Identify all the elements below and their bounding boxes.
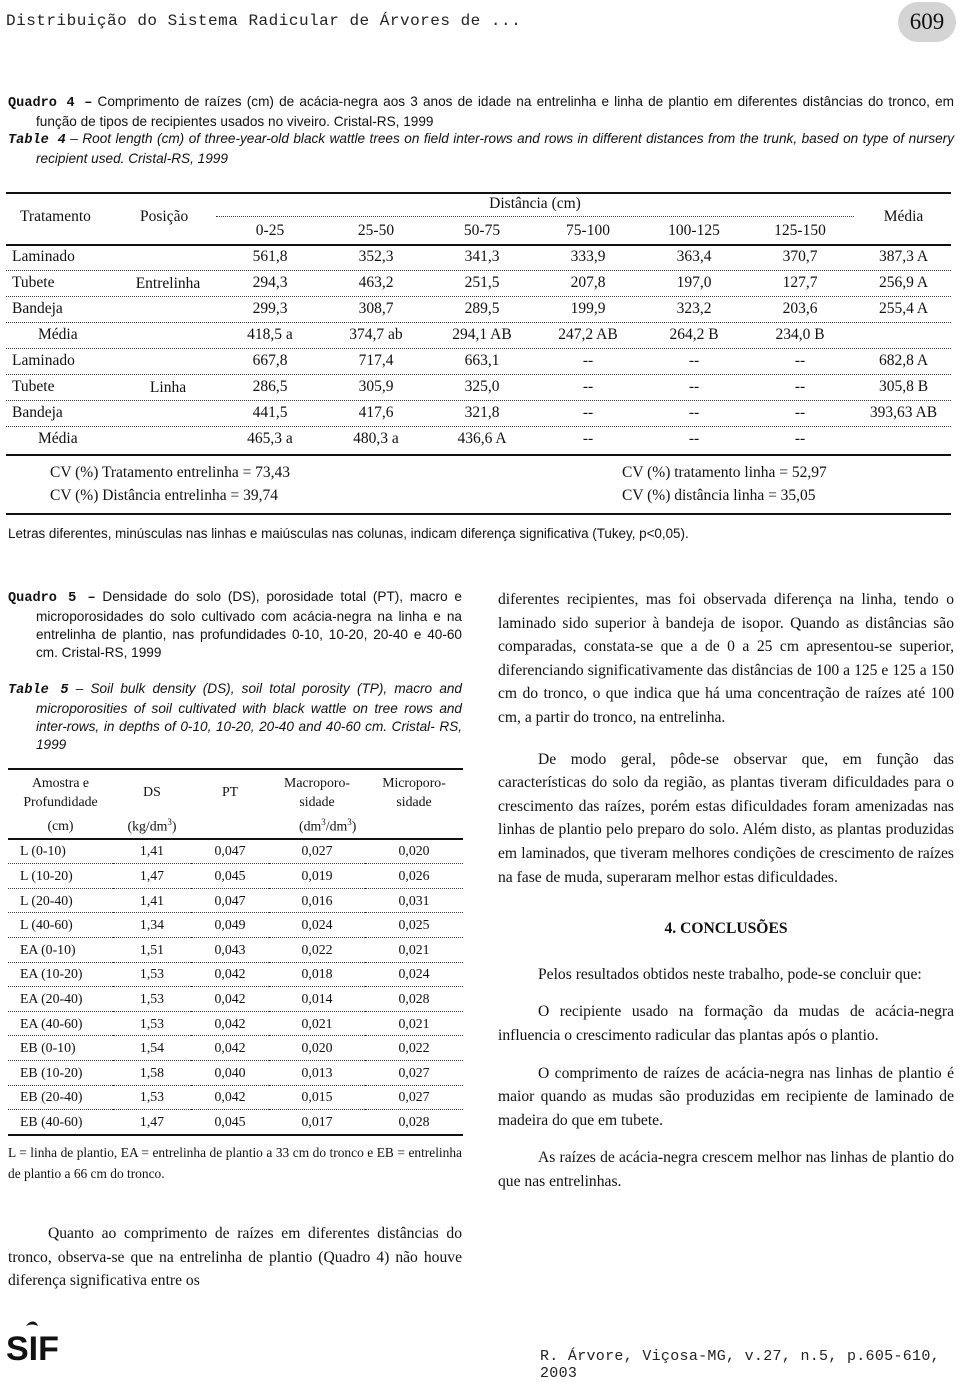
table-cell: 341,3 — [464, 248, 500, 265]
sample-cell: EA (10-20) — [8, 962, 113, 987]
value-cell: 0,016 — [269, 888, 365, 913]
quadro5-note: L = linha de plantio, EA = entrelinha de plantio a 33 cm do tronco e EB = entrelinha de plantio a 66 cm do tronco. — [8, 1145, 462, 1181]
value-cell: 0,043 — [191, 937, 269, 962]
value-cell: 0,047 — [191, 888, 269, 913]
sample-cell: EB (40-60) — [8, 1110, 113, 1135]
value-cell: 0,022 — [365, 1036, 463, 1061]
table-cell: 465,3 a — [247, 430, 293, 447]
table-cell: 480,3 a — [353, 430, 399, 447]
sample-cell: EA (40-60) — [8, 1011, 113, 1036]
quadro5-caption-en — [8, 680, 462, 754]
table-row — [8, 1011, 463, 1036]
value-cell: 0,017 — [269, 1110, 365, 1135]
row-media: 305,8 B — [878, 378, 929, 395]
value-cell: 0,042 — [191, 1085, 269, 1110]
row-media: 387,3 A — [878, 248, 929, 265]
sample-cell: EB (0-10) — [8, 1036, 113, 1061]
table-cell: 374,7 ab — [349, 326, 403, 343]
sample-cell: L (40-60) — [8, 913, 113, 938]
table-cell: -- — [582, 430, 594, 447]
distance-header: 25-50 — [357, 222, 395, 239]
value-cell: 0,022 — [269, 937, 365, 962]
value-cell: 0,028 — [365, 1110, 463, 1135]
value-cell: 0,024 — [269, 913, 365, 938]
t5-header-macro: Macroporo- sidade — [269, 769, 365, 814]
page-number: 609 — [898, 2, 956, 42]
table-cell: 717,4 — [358, 352, 394, 369]
t5-header-micro: Microporo- sidade — [365, 769, 463, 814]
value-cell: 1,53 — [113, 962, 191, 987]
cv-tratamento-linha: CV (%) tratamento linha = 52,97 — [622, 464, 827, 481]
value-cell: 1,41 — [113, 888, 191, 913]
right-paragraph-5: O comprimento de raízes de acácia-negra nas linhas de plantio é maior quando as mudas são produzidas em recipiente de laminado de madeira do que em tubete. — [498, 1064, 954, 1129]
cv-distancia-linha: CV (%) distância linha = 35,05 — [622, 487, 816, 504]
right-paragraph-3: Pelos resultados obtidos neste trabalho, pode-se concluir que: — [538, 965, 922, 983]
table-row — [8, 1060, 463, 1085]
value-cell: 0,020 — [365, 839, 463, 864]
table-cell: 667,8 — [252, 352, 288, 369]
value-cell: 0,047 — [191, 839, 269, 864]
value-cell: 0,027 — [269, 839, 365, 864]
distance-header: 0-25 — [255, 222, 285, 239]
table-cell: 370,7 — [782, 248, 818, 265]
table-row — [8, 1110, 463, 1135]
table-row — [8, 913, 463, 938]
table-cell: 294,3 — [252, 274, 288, 291]
value-cell: 0,021 — [365, 1011, 463, 1036]
table-cell: -- — [688, 378, 700, 395]
distance-header: 75-100 — [566, 222, 610, 239]
header-distancia: Distância (cm) — [489, 195, 581, 212]
table-cell: 325,0 — [464, 378, 500, 395]
t5-unit-cm: (cm) — [8, 814, 113, 839]
sample-cell: EA (20-40) — [8, 987, 113, 1012]
value-cell: 1,47 — [113, 1110, 191, 1135]
value-cell: 0,031 — [365, 888, 463, 913]
table-cell: -- — [794, 378, 806, 395]
table-row — [8, 864, 463, 889]
posicao-entrelinha: Entrelinha — [135, 275, 201, 292]
table-cell: -- — [582, 404, 594, 421]
row-tratamento: Média — [38, 430, 78, 447]
table-cell: -- — [688, 430, 700, 447]
table-cell: 663,1 — [464, 352, 500, 369]
right-paragraph-1: diferentes recipientes, mas foi observada diferença na linha, tendo o laminado sido superior à bandeja de isopor. Quando as distâncias são comparadas, constata-se que a de 0 a 25 cm apresentou-se superior, diferenciando significativamente das distâncias de 100 a 125 e 125 a 150 cm do tronco, o que indica que há uma concentração de raízes até 100 cm, a partir do tronco, na entrelinha. — [498, 591, 954, 726]
table-cell: 294,1 AB — [452, 326, 512, 343]
row-tratamento: Bandeja — [12, 404, 63, 421]
table-cell: 299,3 — [252, 300, 288, 317]
table-cell: 417,6 — [358, 404, 394, 421]
quadro5-label: Quadro 5 – — [8, 591, 96, 606]
table-cell: 333,9 — [570, 248, 606, 265]
table-cell: -- — [688, 352, 700, 369]
value-cell: 1,53 — [113, 987, 191, 1012]
right-paragraph-6: As raízes de acácia-negra crescem melhor nas linhas de plantio do que nas entrelinhas. — [498, 1149, 954, 1190]
table-cell: 203,6 — [782, 300, 818, 317]
value-cell: 0,045 — [191, 864, 269, 889]
table-cell: 352,3 — [358, 248, 394, 265]
table-cell: -- — [582, 378, 594, 395]
footer-citation: R. Árvore, Viçosa-MG, v.27, n.5, p.605-610, 2003 — [540, 1348, 940, 1382]
table-cell: 199,9 — [570, 300, 606, 317]
t5-unit-dm: $(dm^3/dm^3)$ — [269, 814, 463, 839]
table-cell: 234,0 B — [775, 326, 825, 343]
sample-cell: EA (0-10) — [8, 937, 113, 962]
quadro5-caption-pt — [8, 588, 462, 662]
right-paragraph-2: De modo geral, pôde-se observar que, em função das características do solo da região, as plantas tiveram dificuldades para o crescimento das raízes, porém estas dificuldades foram amenizadas nas linhas de plantio pelo preparo do solo. Além disto, as plantas produzidas em laminados, que tiveram melhores condições de crescimento de raízes na fase de muda, superaram melhor estas dificuldades. — [498, 750, 954, 886]
table5-label: Table 5 — [8, 683, 69, 698]
table-cell: 418,5 a — [247, 326, 293, 343]
sample-cell: L (10-20) — [8, 864, 113, 889]
running-head: Distribuição do Sistema Radicular de Árvores de ... — [6, 12, 522, 30]
table-row — [8, 888, 463, 913]
row-media: 255,4 A — [878, 300, 929, 317]
row-tratamento: Tubete — [12, 274, 55, 291]
posicao-linha: Linha — [149, 379, 187, 396]
distance-header: 125-150 — [774, 222, 826, 239]
value-cell: 0,042 — [191, 962, 269, 987]
sample-cell: EB (20-40) — [8, 1085, 113, 1110]
quadro4-caption-pt — [8, 93, 954, 131]
value-cell: 0,021 — [365, 937, 463, 962]
table-cell: 323,2 — [676, 300, 712, 317]
table-cell: 308,7 — [358, 300, 394, 317]
row-tratamento: Bandeja — [12, 300, 63, 317]
sample-cell: L (20-40) — [8, 888, 113, 913]
table-cell: -- — [582, 352, 594, 369]
quadro4-note: Letras diferentes, minúsculas nas linhas e maiúsculas nas colunas, indicam diferença significativa (Tukey, p<0,05). — [8, 526, 689, 541]
row-tratamento: Laminado — [12, 248, 75, 265]
row-tratamento: Laminado — [12, 352, 75, 369]
value-cell: 0,028 — [365, 987, 463, 1012]
value-cell: 1,51 — [113, 937, 191, 962]
sample-cell: EB (10-20) — [8, 1060, 113, 1085]
table-cell: -- — [794, 404, 806, 421]
value-cell: 0,049 — [191, 913, 269, 938]
value-cell: 0,018 — [269, 962, 365, 987]
row-media: 393,63 AB — [869, 404, 938, 421]
quadro5-caption-pt-text: Densidade do solo (DS), porosidade total (PT), macro e microporosidades do solo cultivado com acácia-negra na linha e na entrelinha de plantio, nas profundidades 0-10, 10-20, 20-40 e 40-60 cm. Cristal-RS, 1999 — [36, 589, 462, 660]
value-cell: 0,042 — [191, 1036, 269, 1061]
sample-cell: L (0-10) — [8, 839, 113, 864]
value-cell: 1,53 — [113, 1011, 191, 1036]
table4-caption-en-text: – Root length (cm) of three-year-old black wattle trees on field inter-rows and rows in different distances from the trunk, based on type of nursery recipient used. Cristal-RS, 1999 — [36, 131, 954, 166]
table5-caption-en-text: – Soil bulk density (DS), soil total porosity (TP), macro and microporosities of soil cultivated with black wattle on tree rows and inter-rows, in depths of 0-10, 10-20, 20-40 and 40-60 cm. Cristal- RS, 1999 — [36, 681, 462, 752]
table-row — [8, 987, 463, 1012]
value-cell: 0,014 — [269, 987, 365, 1012]
value-cell: 0,045 — [191, 1110, 269, 1135]
quadro4-caption-pt-text: Comprimento de raízes (cm) de acácia-negra aos 3 anos de idade na entrelinha e linha de plantio em diferentes distâncias do tronco, em função de tipos de recipientes usados no viveiro. Cristal-RS, 1999 — [36, 94, 954, 129]
cv-tratamento-entrelinha: CV (%) Tratamento entrelinha = 73,43 — [50, 464, 291, 481]
table-cell: 441,5 — [252, 404, 288, 421]
value-cell: 0,026 — [365, 864, 463, 889]
distance-header: 50-75 — [463, 222, 501, 239]
value-cell: 0,015 — [269, 1085, 365, 1110]
table-row — [8, 839, 463, 864]
value-cell: 0,042 — [191, 1011, 269, 1036]
cv-distancia-entrelinha: CV (%) Distância entrelinha = 39,74 — [50, 487, 278, 504]
row-tratamento: Média — [38, 326, 78, 343]
table-row — [8, 1085, 463, 1110]
table-cell: 264,2 B — [669, 326, 719, 343]
quadro4-label: Quadro 4 – — [8, 96, 93, 111]
distance-header: 100-125 — [668, 222, 720, 239]
t5-unit-kg: $(kg/dm^3)$ — [113, 814, 191, 839]
value-cell: 1,58 — [113, 1060, 191, 1085]
header-media: Média — [883, 208, 924, 225]
table-row — [8, 1036, 463, 1061]
value-cell: 0,013 — [269, 1060, 365, 1085]
value-cell: 0,042 — [191, 987, 269, 1012]
table-cell: 289,5 — [464, 300, 500, 317]
table-cell: 207,8 — [570, 274, 606, 291]
left-paragraph: Quanto ao comprimento de raízes em diferentes distâncias do tronco, observa-se que na entrelinha de plantio (Quadro 4) não houve diferença significativa entre os — [8, 1225, 462, 1290]
table-cell: 286,5 — [252, 378, 288, 395]
sif-logo-text: SIF — [6, 1330, 59, 1366]
sif-logo — [4, 1320, 60, 1366]
section-heading: 4. CONCLUSÕES — [664, 920, 788, 938]
table-cell: 127,7 — [782, 274, 818, 291]
value-cell: 1,47 — [113, 864, 191, 889]
table-cell: 436,6 A — [457, 430, 507, 447]
table-cell: -- — [688, 404, 700, 421]
value-cell: 0,040 — [191, 1060, 269, 1085]
table-cell: 305,9 — [358, 378, 394, 395]
value-cell: 0,027 — [365, 1060, 463, 1085]
table4-label: Table 4 — [8, 133, 66, 148]
value-cell: 0,025 — [365, 913, 463, 938]
t5-header-ds: DS — [113, 769, 191, 814]
table-cell: 561,8 — [252, 248, 288, 265]
value-cell: 1,53 — [113, 1085, 191, 1110]
table-cell: 251,5 — [464, 274, 500, 291]
t5-header-amostra: Amostra e Profundidade — [8, 769, 113, 814]
row-media: 682,8 A — [878, 352, 929, 369]
table-cell: -- — [794, 430, 806, 447]
right-paragraph-4: O recipiente usado na formação da mudas de acácia-negra influencia o crescimento radicular das plantas após o plantio. — [498, 1003, 954, 1044]
quadro5-table — [8, 768, 463, 1136]
table-cell: 321,8 — [464, 404, 500, 421]
row-media: 256,9 A — [878, 274, 929, 291]
table-cell: 363,4 — [676, 248, 712, 265]
value-cell: 0,020 — [269, 1036, 365, 1061]
row-tratamento: Tubete — [12, 378, 55, 395]
table-cell: 197,0 — [676, 274, 712, 291]
table-cell: 463,2 — [358, 274, 394, 291]
value-cell: 1,41 — [113, 839, 191, 864]
value-cell: 0,024 — [365, 962, 463, 987]
header-posicao: Posição — [140, 208, 189, 225]
table-cell: -- — [794, 352, 806, 369]
table-row — [8, 937, 463, 962]
value-cell: 1,34 — [113, 913, 191, 938]
table-cell: 247,2 AB — [558, 326, 618, 343]
value-cell: 0,019 — [269, 864, 365, 889]
value-cell: 0,027 — [365, 1085, 463, 1110]
value-cell: 1,54 — [113, 1036, 191, 1061]
table-row — [8, 962, 463, 987]
header-tratamento: Tratamento — [20, 208, 91, 225]
value-cell: 0,021 — [269, 1011, 365, 1036]
t5-header-pt: PT — [191, 769, 269, 814]
quadro4-caption-en — [8, 130, 954, 168]
